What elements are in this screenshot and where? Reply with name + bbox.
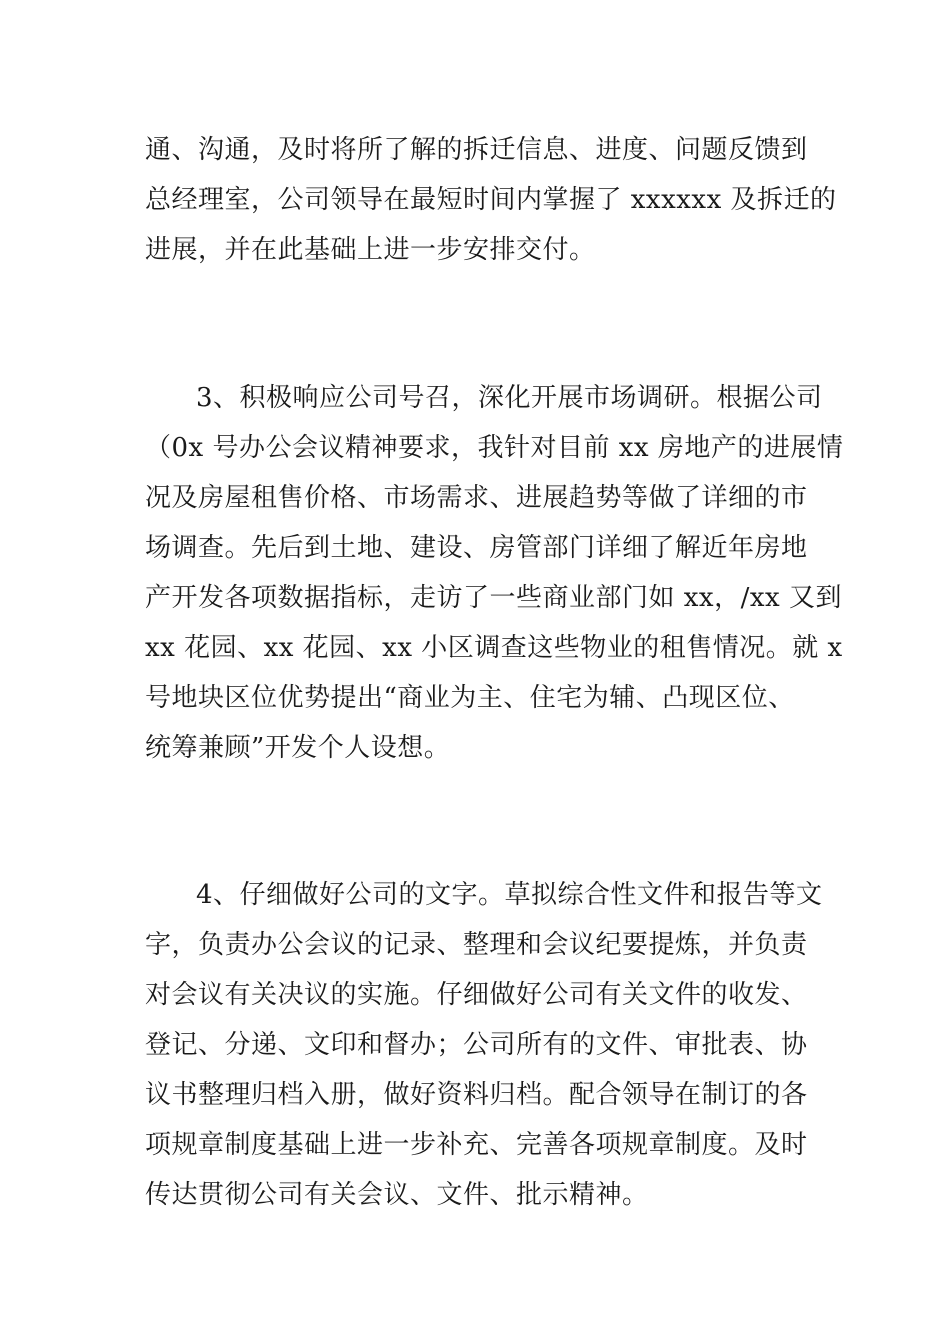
text-line: 产开发各项数据指标，走访了一些商业部门如 xx，/xx 又到 xyxy=(145,583,842,613)
text-line: 3、积极响应公司号召，深化开展市场调研。根据公司 xyxy=(196,383,823,413)
text-line: 号地块区位优势提出“商业为主、住宅为辅、凸现区位、 xyxy=(145,683,795,713)
text-line: 项规章制度基础上进一步补充、完善各项规章制度。及时 xyxy=(145,1130,808,1160)
text-line: 场调查。先后到土地、建设、房管部门详细了解近年房地 xyxy=(145,533,808,563)
text-line: 况及房屋租售价格、市场需求、进展趋势等做了详细的市 xyxy=(145,483,808,513)
text-line: 传达贯彻公司有关会议、文件、批示精神。 xyxy=(145,1180,649,1210)
text-line: 通、沟通，及时将所了解的拆迁信息、进度、问题反馈到 xyxy=(145,135,808,165)
text-line: 对会议有关决议的实施。仔细做好公司有关文件的收发、 xyxy=(145,980,808,1010)
text-line: （0x 号办公会议精神要求，我针对目前 xx 房地产的进展情 xyxy=(145,433,844,463)
text-line: 统筹兼顾”开发个人设想。 xyxy=(145,733,451,763)
text-line: 进展，并在此基础上进一步安排交付。 xyxy=(145,235,596,265)
text-line: 议书整理归档入册，做好资料归档。配合领导在制订的各 xyxy=(145,1080,808,1110)
text-line: 字，负责办公会议的记录、整理和会议纪要提炼，并负责 xyxy=(145,930,808,960)
text-line: 4、仔细做好公司的文字。草拟综合性文件和报告等文 xyxy=(196,880,823,910)
text-line: xx 花园、xx 花园、xx 小区调查这些物业的租售情况。就 x xyxy=(145,633,843,663)
text-line: 总经理室，公司领导在最短时间内掌握了 xxxxxx 及拆迁的 xyxy=(145,185,837,215)
text-line: 登记、分递、文印和督办；公司所有的文件、审批表、协 xyxy=(145,1030,808,1060)
